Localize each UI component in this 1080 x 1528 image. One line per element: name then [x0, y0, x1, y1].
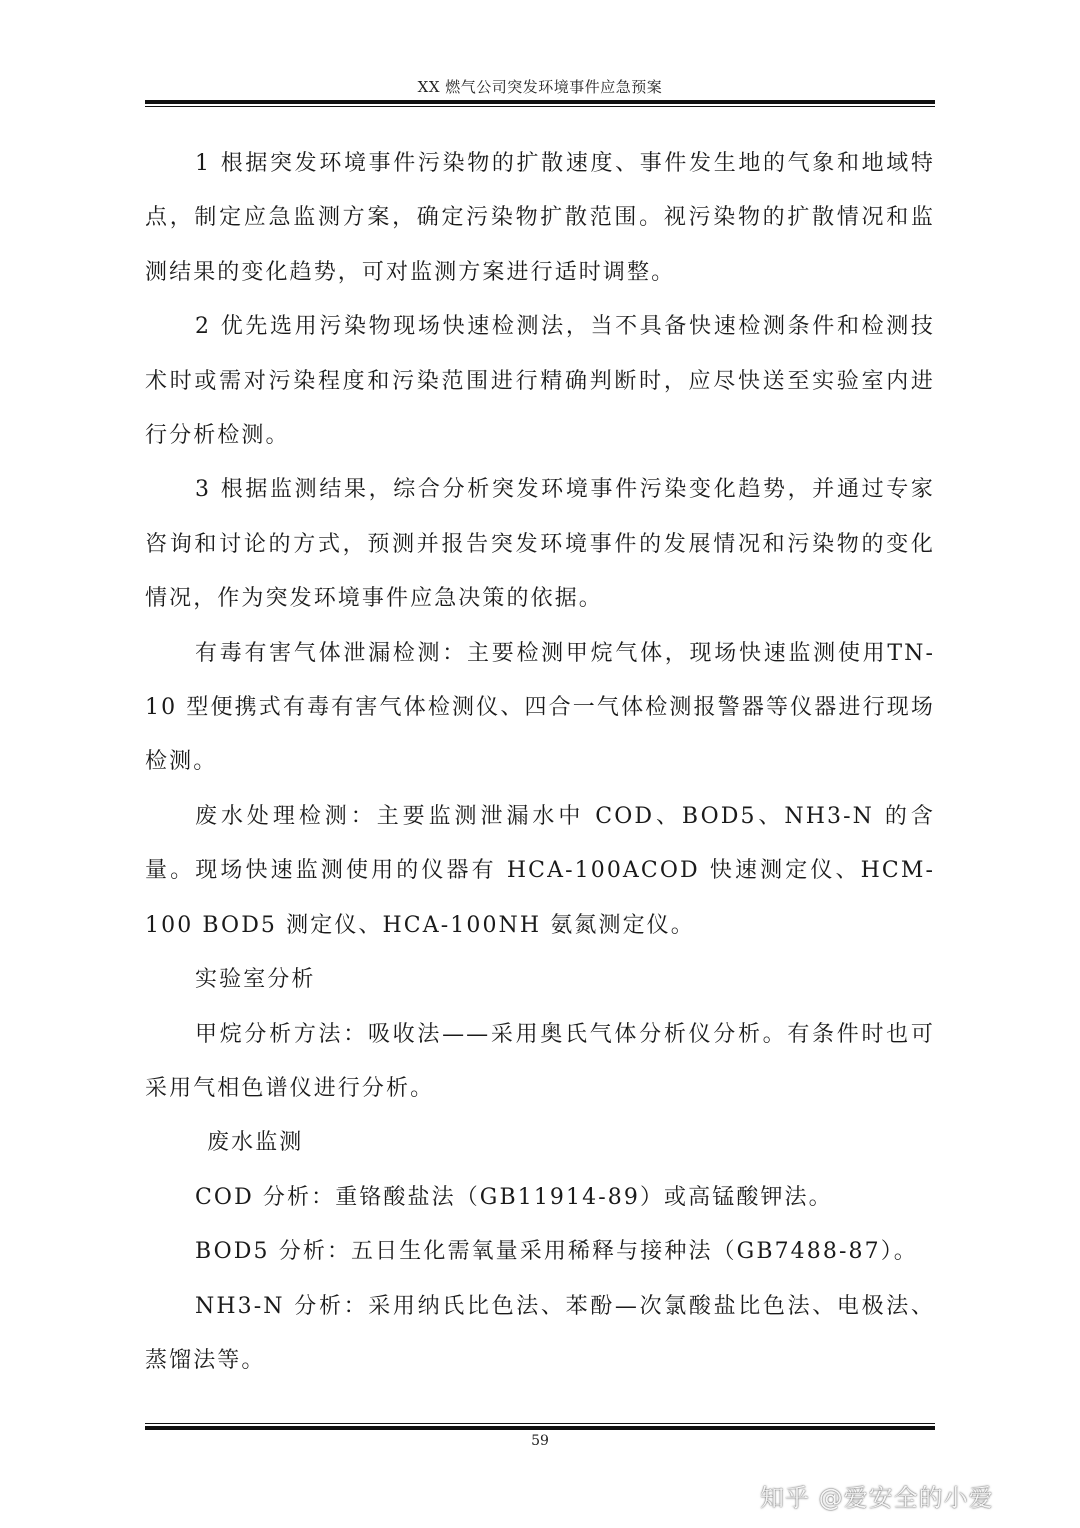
- heading-lab-analysis: 实验室分析: [195, 967, 316, 993]
- paragraph-cod-analysis: COD 分析：重铬酸盐法（GB11914-89）或高锰酸钾法。: [195, 1184, 833, 1210]
- paragraph-gas-leak-detection: 有毒有害气体泄漏检测：主要检测甲烷气体，现场快速监测使用TN-10 型便携式有毒有害气体检测仪、四合一气体检测报警器等仪器进行现场检测。: [145, 640, 935, 775]
- footer-rule-thin: [145, 1423, 935, 1424]
- paragraph-methane-analysis: 甲烷分析方法：吸收法——采用奥氏气体分析仪分析。有条件时也可采用气相色谱仪进行分析。: [145, 1021, 935, 1101]
- paragraph-1: 1 根据突发环境事件污染物的扩散速度、事件发生地的气象和地域特点，制定应急监测方案，确定污染物扩散范围。视污染物的扩散情况和监测结果的变化趋势，可对监测方案进行适时调整。: [145, 151, 935, 285]
- paragraph-2: 2 优先选用污染物现场快速检测法，当不具备快速检测条件和检测技术时或需对污染程度和污染范围进行精确判断时，应尽快送至实验室内进行分析检测。: [145, 314, 935, 449]
- document-body: [145, 137, 935, 1388]
- header-rule-thin: [145, 106, 935, 107]
- paragraph-bod5-analysis: BOD5 分析：五日生化需氧量采用稀释与接种法（GB7488-87）。: [195, 1239, 918, 1265]
- header-rule-thick: [145, 100, 935, 104]
- watermark: 知乎 @爱安全的小爱: [760, 1484, 994, 1512]
- paragraph-3: 3 根据监测结果，综合分析突发环境事件污染变化趋势，并通过专家咨询和讨论的方式，预测并报告突发环境事件的发展情况和污染物的变化情况，作为突发环境事件应急决策的依据。: [145, 477, 935, 612]
- paragraph-wastewater-detection: 废水处理检测：主要监测泄漏水中 COD、BOD5、NH3-N 的含量。现场快速监测使用的仪器有 HCA-100ACOD 快速测定仪、HCM-100 BOD5 测定仪、HCA-100NH 氨氮测定仪。: [145, 803, 935, 938]
- footer-rule-thick: [145, 1426, 935, 1430]
- heading-wastewater-monitoring: 废水监测: [207, 1130, 304, 1156]
- document-header-title: XX 燃气公司突发环境事件应急预案: [417, 78, 663, 96]
- page-number: 59: [531, 1433, 549, 1449]
- paragraph-nh3n-analysis: NH3-N 分析：采用纳氏比色法、苯酚—次氯酸盐比色法、电极法、蒸馏法等。: [145, 1293, 935, 1373]
